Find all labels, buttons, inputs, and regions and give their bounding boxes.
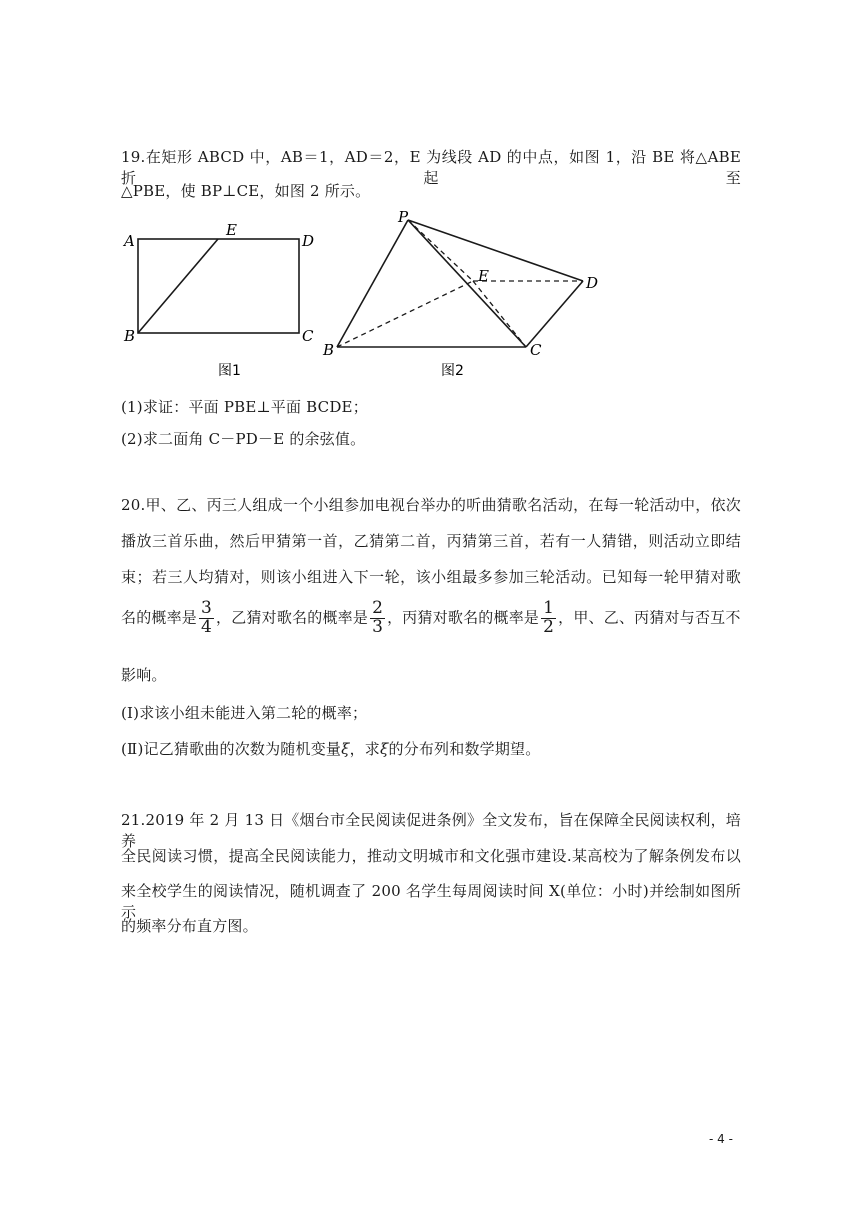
fraction-denominator: 3 (372, 616, 384, 637)
q20-part-2 (121, 738, 540, 759)
xi-symbol: ξ (341, 740, 350, 758)
fig2-caption: 图2 (441, 363, 464, 379)
fig2-label-e: E (478, 267, 489, 285)
fig1-label-c: C (302, 327, 314, 345)
page-number: - 4 - (709, 1132, 733, 1146)
fig2-label-b: B (323, 341, 335, 359)
fig1-label-a: A (124, 232, 135, 250)
q21-line-3: 来全校学生的阅读情况，随机调查了 200 名学生每周阅读时间 X(单位：小时)并绘制如图所示 (121, 882, 741, 921)
q21-line-4: 的频率分布直方图。 (121, 917, 258, 935)
fraction-2-3 (370, 600, 385, 637)
q20-line-3: 束；若三人均猜对，则该小组进入下一轮，该小组最多参加三轮活动。已知每一轮甲猜对歌 (121, 568, 741, 586)
fraction-denominator: 4 (201, 616, 213, 637)
q19-part-2: (2)求二面角 C－PD－E 的余弦值。 (121, 430, 366, 448)
segment-cd (526, 281, 583, 347)
segment-be-dashed (337, 281, 473, 347)
q20-line-1: 20.甲、乙、丙三人组成一个小组参加电视台举办的听曲猜歌名活动，在每一轮活动中，依次 (121, 496, 741, 514)
q19-line-2: △PBE，使 BP⊥CE，如图 2 所示。 (121, 182, 371, 200)
q20-line-4 (121, 600, 741, 637)
xi-symbol: ξ (379, 740, 389, 758)
q19-line-1: 19.在矩形 ABCD 中，AB＝1，AD＝2，E 为线段 AD 的中点，如图 1，沿 BE 将△ABE 折起至 (121, 148, 741, 187)
segment-ec-dashed (473, 281, 526, 347)
fraction-numerator: 2 (372, 598, 384, 618)
fig2-label-d: D (586, 274, 599, 292)
q20-part-2-c: 的分布列和数学期望。 (388, 740, 541, 758)
q19-figure (118, 205, 608, 385)
q20-line-4-b: ，乙猜对歌名的概率是 (216, 608, 369, 627)
segment-pe-dashed (408, 220, 473, 281)
fraction-numerator: 1 (543, 598, 555, 618)
q20-part-1: (I)求该小组未能进入第二轮的概率； (121, 704, 368, 722)
fig1-caption: 图1 (218, 363, 241, 379)
q20-line-4-a: 名的概率是 (121, 608, 198, 627)
geometry-figures-svg (118, 205, 608, 385)
q20-line-4-c: ，丙猜对歌名的概率是 (387, 608, 540, 627)
fraction-3-4 (199, 600, 214, 637)
segment-pb (337, 220, 408, 347)
q21-line-2: 全民阅读习惯，提高全民阅读能力，推动文明城市和文化强市建设.某高校为了解条例发布以 (121, 847, 741, 865)
fig2-label-p: P (398, 208, 409, 226)
fig1-label-e: E (226, 221, 237, 239)
figure-1 (138, 239, 299, 333)
fraction-1-2 (541, 600, 556, 637)
q19-part-1: (1)求证：平面 PBE⊥平面 BCDE； (121, 398, 368, 416)
q20-line-5: 影响。 (121, 666, 167, 684)
q20-part-2-a: (Ⅱ)记乙猜歌曲的次数为随机变量 (121, 740, 342, 758)
fraction-numerator: 3 (201, 598, 213, 618)
fig1-label-d: D (302, 232, 315, 250)
figure-2 (337, 220, 583, 347)
fraction-denominator: 2 (543, 616, 555, 637)
q20-line-4-d: ，甲、乙、丙猜对与否互不 (558, 608, 741, 627)
rectangle-abcd (138, 239, 299, 333)
q21-line-1: 21.2019 年 2 月 13 日《烟台市全民阅读促进条例》全文发布，旨在保障全民阅读权利，培养 (121, 811, 741, 850)
fig2-label-c: C (530, 341, 542, 359)
segment-pd (408, 220, 583, 281)
segment-be (138, 239, 218, 333)
fig1-label-b: B (124, 327, 136, 345)
q20-part-2-b: ，求 (349, 740, 380, 758)
q20-line-2: 播放三首乐曲，然后甲猜第一首，乙猜第二首，丙猜第三首，若有一人猜错，则活动立即结 (121, 532, 741, 550)
